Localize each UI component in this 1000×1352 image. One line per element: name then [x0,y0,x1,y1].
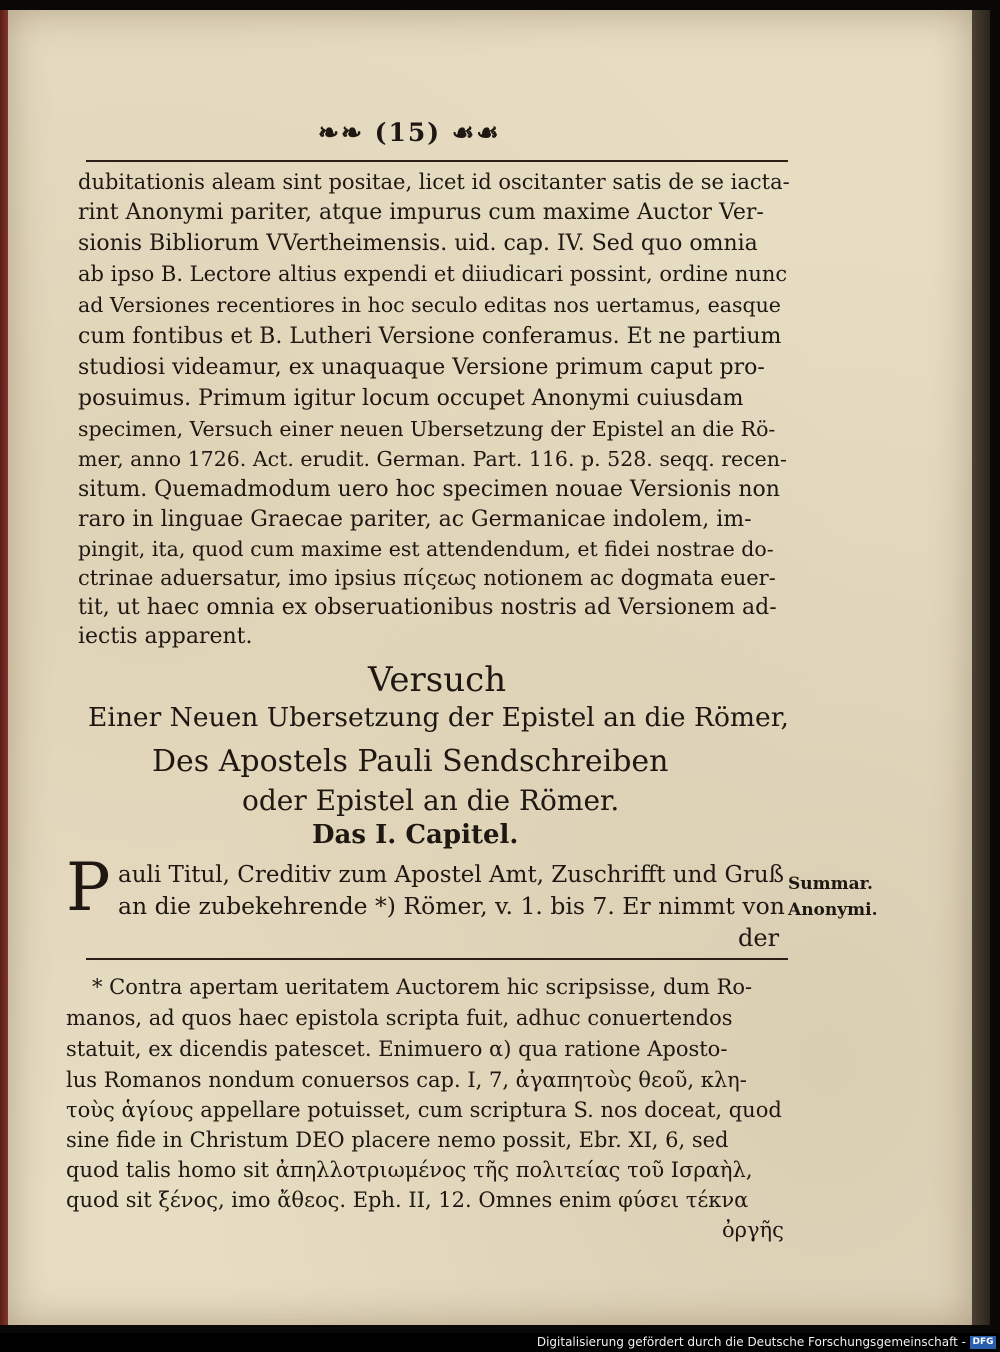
page-header [318,118,501,147]
heading-line: Des Apostels Pauli Sendschreiben [152,744,669,779]
dfg-logo-icon: DFG [970,1336,996,1349]
drop-cap: P [66,849,111,926]
footnote-line: sine fide in Christum DEO placere nemo possit, Ebr. XI, 6, sed [66,1128,729,1152]
body-line: posuimus. Primum igitur locum occupet Anonymi cuiusdam [78,386,744,411]
footnote-line: ὀργῆς [722,1218,784,1242]
header-rule [86,160,788,162]
body-line: iectis apparent. [78,624,253,649]
footnote-line: τοὺς ἁγίους appellare potuisset, cum scriptura S. nos doceat, quod [66,1098,782,1122]
heading-line: Einer Neuen Ubersetzung der Epistel an die Römer, [88,702,789,733]
page-number: (15) [374,118,442,147]
footnote-line: manos, ad quos haec epistola scripta fuit, adhuc conuertendos [66,1006,733,1030]
body-line: rint Anonymi pariter, atque impurus cum maxime Auctor Ver- [78,200,764,225]
credits-text: Digitalisierung gefördert durch die Deutsche Forschungsgemeinschaft - [536,1335,966,1349]
body-line: mer, anno 1726. Act. erudit. German. Part. 116. p. 528. seqq. recen- [78,447,787,471]
body-line: studiosi videamur, ex unaquaque Versione primum caput pro- [78,355,765,380]
chapter-heading: Das I. Capitel. [312,820,519,850]
body-line: specimen, Versuch einer neuen Ubersetzung der Epistel an die Rö- [78,417,776,441]
section-title: Versuch [368,660,507,700]
body-line: raro in linguae Graecae pariter, ac Germanicae indolem, im- [78,507,752,532]
ornament-right-icon: ☙☙ [451,118,501,147]
body-line: dubitationis aleam sint positae, licet id oscitanter satis de se iacta- [78,170,790,194]
body-line: sionis Bibliorum VVertheimensis. uid. cap. IV. Sed quo omnia [78,231,758,256]
footnote-line: statuit, ex dicendis patescet. Enimuero α) qua ratione Aposto- [66,1037,728,1061]
footnote-rule [86,958,788,960]
summary-line: auli Titul, Creditiv zum Apostel Amt, Zuschrifft und Gruß [118,862,785,888]
summary-line: der [738,924,780,952]
ornament-left-icon: ❧❧ [318,118,364,147]
body-line: situm. Quemadmodum uero hoc specimen nouae Versionis non [78,477,780,502]
book-edge-right [972,10,990,1325]
body-line: ad Versiones recentiores in hoc seculo editas nos uertamus, easque [78,293,781,317]
body-line: tit, ut haec omnia ex obseruationibus nostris ad Versionem ad- [78,595,777,620]
heading-line: oder Epistel an die Römer. [242,784,620,817]
footnote-line: * Contra apertam ueritatem Auctorem hic scripsisse, dum Ro- [92,975,753,999]
body-line: ab ipso B. Lectore altius expendi et diiudicari possint, ordine nunc [78,262,788,286]
summary-line: an die zubekehrende *) Römer, v. 1. bis 7. Er nimmt von [118,892,785,920]
side-note: Summar. [788,874,873,894]
footnote-line: lus Romanos nondum conuersos cap. I, 7, ἀγαπητοὺς θεοῦ, κλη- [66,1068,747,1092]
body-line: pingit, ita, quod cum maxime est attendendum, et fidei nostrae do- [78,537,774,561]
body-line: ctrinae aduersatur, imo ipsius πίςεως notionem ac dogmata euer- [78,566,776,590]
footnote-line: quod talis homo sit ἀπηλλοτριωμένος τῆς πολιτείας τοῦ Ισραὴλ, [66,1158,753,1182]
footnote-line: quod sit ξένος, imo ἄθεος. Eph. II, 12. Omnes enim φύσει τέκνα [66,1188,749,1212]
body-line: cum fontibus et B. Lutheri Versione conferamus. Et ne partium [78,324,782,349]
side-note: Anonymi. [788,900,878,920]
